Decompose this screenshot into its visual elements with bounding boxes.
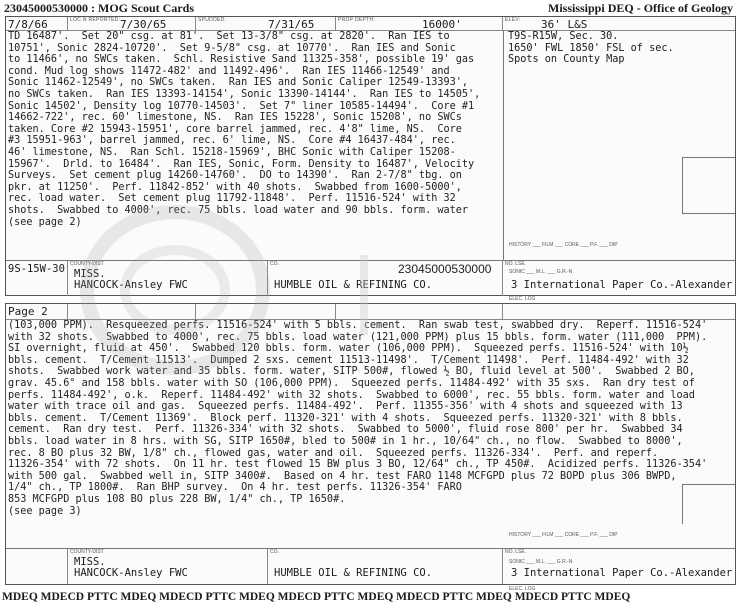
text-line: (see page 2) <box>8 216 82 228</box>
no-lse-caption: NO. LSE. <box>505 261 527 267</box>
divider <box>503 31 504 261</box>
text-line: Surveys. Set cement plug 14260-14760'. DO to 14390'. Ran 2-7/8" tbg. on <box>8 170 462 182</box>
county-field: HANCOCK-Ansley FWC <box>74 279 188 291</box>
text-line: cement. Ran dry test. Perf. 11326-334' with 32 shots. Swabbed to 5000', fluid rose 800' per hr. Swabbed 34 <box>8 424 683 436</box>
text-line: SI overnight, fluid at 450'. Swabbed 120 bbls. form. water (106,000 PPM). Squeezed perfs. 11516-524' with 10½ <box>8 343 689 355</box>
text-line: 853 MCFGPD plus 108 BO plus 228 BW, 1/4" ch., TP 1650#. <box>8 493 346 505</box>
api-number: 23045000530000 <box>398 262 492 276</box>
text-line: (see page 3) <box>8 505 82 517</box>
text-line: 1/4" ch., TP 1800#. Ran BHP survey. On 4 hr. test perfs. 11326-354' FARO <box>8 482 462 494</box>
text-line: bbls. load water in 8 hrs. with SG, SITP 1650#, bled to 500# in 1 hr., 10/64" ch., no flow. Swabbed to 8000', <box>8 435 683 447</box>
elevation: 36' L&S <box>541 18 588 31</box>
document-title: 23045000530000 : MOG Scout Cards <box>4 1 194 15</box>
text-line: to 11466', no SWCs taken. Schl. Resistive Sand 11325-358', possible 19' gas <box>8 54 475 66</box>
text-line: 14662-722', rec. 60' limestone, NS. Ran IES 15228', Sonic 15208', no SWCs <box>8 112 462 124</box>
text-line: (103,000 PPM). Resqueezed perfs. 11516-524' with 5 bbls. cement. Ran swab test, swabbed dry. Reperf. 11516-524' <box>8 320 708 331</box>
text-line: 1650' FWL 1850' FSL of sec. <box>508 42 674 54</box>
text-line: Sonic 11462-12549', no SWCs taken. Ran IES and Sonic Caliper 12549-13393', <box>8 77 469 89</box>
text-line: bbls. cement. T/Cement 11513'. Dumped 2 sxs. cement 11513-11498'. T/Cement 11498'. Perf. 11484-492' with 32 <box>8 354 689 366</box>
loc-reported-caption: LOC N REPORTED: <box>70 17 121 23</box>
text-line: bbls. cement. T/Cement 11369'. Block perf. 11320-321' with 4 shots. Squeezed perfs. 11320-321' with 8 bbls. <box>8 412 683 424</box>
prop-depth-caption: PROP DEPTH: <box>338 17 376 23</box>
divider <box>682 157 683 213</box>
page-label: Page 2 <box>8 305 48 318</box>
operator: HUMBLE OIL & REFINING CO. <box>274 567 433 579</box>
text-line: shots. Swabbed work water and 35 bbls. form. water, SITP 500#, flowed ½ BO, fluid level at 500'. Swabbed 2 BO, <box>8 366 695 378</box>
state: MISS. <box>74 268 106 280</box>
loc-reported-cell <box>68 17 196 31</box>
prop-depth-cell <box>336 17 503 31</box>
text-line: T9S-R15W, Sec. 30. <box>508 31 619 42</box>
text-line: perfs. 11484-492', o.k. Reperf. 11484-492' with 32 shots. Swabbed to 6000', rec. 55 bbls. form. water and load <box>8 389 695 401</box>
lease-cell <box>503 261 735 296</box>
card-field-row <box>6 17 735 31</box>
elev-cell <box>503 17 735 31</box>
divider <box>682 157 735 158</box>
divider <box>682 213 735 214</box>
text-line: rec. load water. Set cement plug 11792-11848'. Perf. 11516-524' with 32 <box>8 193 456 205</box>
text-line: 46' limestone, NS. Ran Schl. 15218-15969', BHC Sonic with Caliper 15208- <box>8 146 456 158</box>
co-caption: CO. <box>270 549 279 555</box>
history-label: HISTORY ___ FILM ___ CORE ___ P.F. ___ DIP <box>509 242 618 248</box>
text-line: shots. Swabbed to 4000', rec. 75 bbls. load water and 90 bbls. form. water <box>8 204 469 216</box>
township-range-section: 9S-15W-30 <box>8 263 65 275</box>
text-line: 15967'. Drld. to 16484'. Ran IES, Sonic, Form. Density to 16487', Velocity <box>8 158 475 170</box>
text-line: taken. Core #2 15943-15951', core barrel jammed, rec. 4'8" lime, NS. Core <box>8 123 462 135</box>
text-line: no SWCs taken. Ran IES 13393-14154', Sonic 13390-14144'. Ran IES to 14505', <box>8 88 481 100</box>
elec-log-label: ELEC. LOG <box>509 296 536 302</box>
location-description <box>508 31 674 66</box>
text-line: cond. Mud log shows 11472-482' and 11492-496'. Ran IES 11466-12549' and <box>8 65 450 77</box>
page-label-cell <box>6 304 68 320</box>
operator-cell <box>268 549 503 584</box>
text-line: 11326-354' with 72 shots. On 11 hr. test flowed 15 BW plus 3 BO, 12/64" ch., TP 450#. Acidized perfs. 11326-354' <box>8 459 708 471</box>
operator: HUMBLE OIL & REFINING CO. <box>274 279 433 291</box>
loc-reported-date: 7/30/65 <box>120 18 167 31</box>
text-line: Sonic 14502', Density log 10770-14503'. Set 7" liner 10585-14494'. Core #1 <box>8 100 475 112</box>
text-line: Spots on County Map <box>508 54 625 66</box>
lease-cell <box>503 549 735 584</box>
text-line: pkr. at 11250'. Perf. 11842-852' with 40 shots. Swabbed from 1600-5000', <box>8 181 462 193</box>
elev-caption: ELEV: <box>505 17 521 23</box>
co-caption: CO. <box>270 261 279 267</box>
completed-date-cell <box>6 17 68 31</box>
card-2-footer <box>6 548 735 584</box>
spudded-cell <box>196 17 336 31</box>
state: MISS. <box>74 556 106 568</box>
completed-date: 7/8/66 <box>8 18 48 31</box>
no-lse-caption: NO. LSE. <box>505 549 527 555</box>
spudded-caption: SPUDDED: <box>198 17 227 23</box>
divider <box>682 484 683 524</box>
text-line: grav. 45.6° and 158 bbls. water with SO (106,000 PPM). Squeezed perfs. 11484-492' with 35 sxs. Ran dry test of <box>8 377 695 389</box>
lease: 3 International Paper Co.-Alexander <box>511 279 733 291</box>
sonic-label: SONIC ___ M.L. ___ G.R.-N <box>509 559 573 565</box>
text-line: with 500 gal. Swabbed well in, SITP 3400#. Based on 4 hr. test FARO 1148 MCFGPD plus 72 BOPD plus 306 BWPD, <box>8 470 677 482</box>
county-cell <box>68 549 268 584</box>
text-line: water with trace oil and gas. Squeezed perfs. 11484-492'. Perf. 11355-356' with 4 shots and squeezed with 13 <box>8 401 683 413</box>
twp-cell <box>6 261 68 296</box>
elec-log-label: ELEC. LOG <box>509 586 536 592</box>
watermark-seal-inner <box>120 245 230 335</box>
text-line: with 32 shots. Swabbed to 4000', rec. 75 bbls. load water (121,000 PPM) plus 15 bbls. form. water (111,000 PPM). <box>8 331 708 343</box>
page-footer-watermark: MDEQ MDECD PTTC MDEQ MDECD PTTC MDEQ MDECD PTTC MDEQ MDECD PTTC MDEQ MDECD PTTC MDEQ <box>2 591 631 603</box>
text-line: 10751', Sonic 2824-10720'. Set 9-5/8" csg. at 10770'. Ran IES and Sonic <box>8 42 456 54</box>
text-line: TD 16487'. Set 20" csg. at 81'. Set 13-3/8" csg. at 2820'. Ran IES to <box>8 31 450 42</box>
fold-crease <box>360 255 368 335</box>
page-header <box>0 0 741 16</box>
spudded-date: 7/31/65 <box>268 18 315 31</box>
card-1-remarks <box>8 31 501 228</box>
county-field: HANCOCK-Ansley FWC <box>74 567 188 579</box>
lease: 3 International Paper Co.-Alexander <box>511 567 733 579</box>
sonic-label: SONIC ___ M.L. ___ G.R.-N <box>509 269 573 275</box>
prop-depth: 16000' <box>422 18 462 31</box>
text-line: rec. 8 BO plus 32 BW, 1/8" ch., flowed gas, water and oil. Squeezed perfs. 11326-334'. Perf. and reperf. <box>8 447 659 459</box>
divider <box>682 484 735 485</box>
history-label: HISTORY ___ FILM ___ CORE ___ P.F. ___ DIP <box>509 532 618 538</box>
county-caption: COUNTY-DIST <box>70 549 104 555</box>
county-caption: COUNTY-DIST <box>70 261 104 267</box>
agency-name: Mississippi DEQ - Office of Geology <box>548 1 733 15</box>
text-line: #3 15951-963', barrel jammed, rec. 6' lime, NS. Core #4 16437-484', rec. <box>8 135 456 147</box>
twp-cell <box>6 549 68 584</box>
